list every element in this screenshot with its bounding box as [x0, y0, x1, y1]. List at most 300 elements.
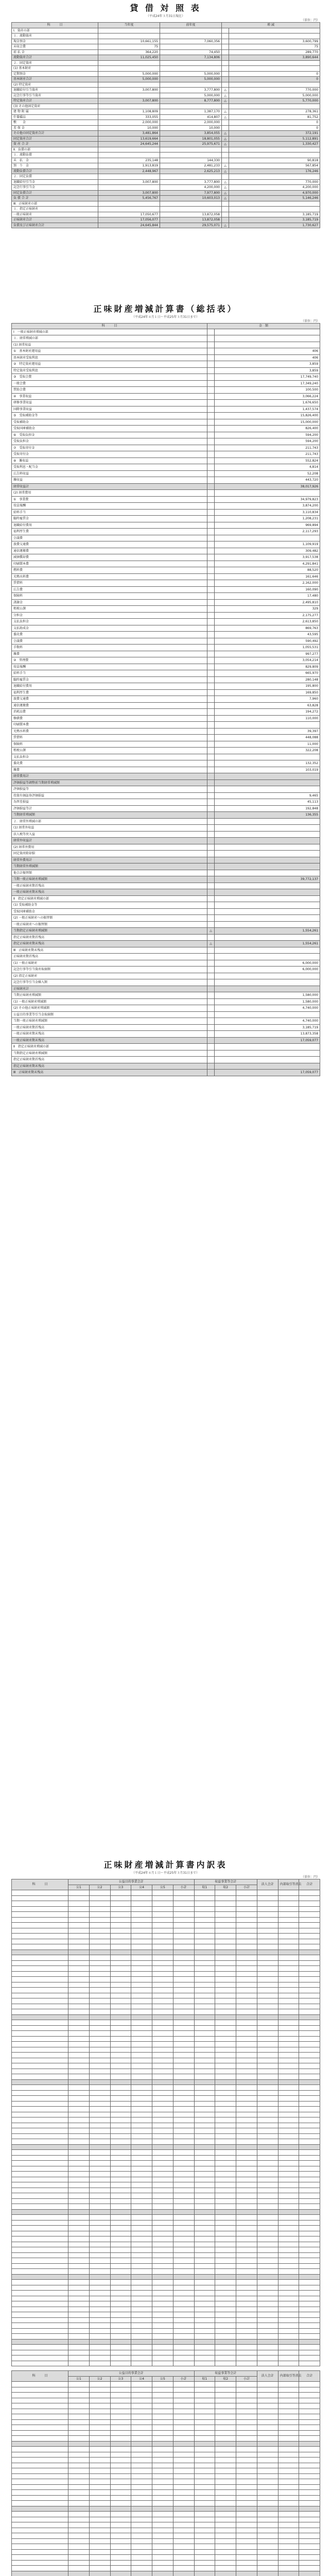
- net-assets-row: [12, 1011, 320, 1018]
- detail-cell: [194, 2123, 215, 2128]
- detail-cell: [131, 2398, 152, 2403]
- detail-cell: [194, 2117, 215, 2123]
- negative-marker: △: [207, 928, 215, 935]
- detail-row: [12, 2090, 320, 2096]
- previous-year-value: 2,481,233: [160, 163, 222, 169]
- detail-cell: [299, 2441, 320, 2447]
- row-label: 臨時雇賃金: [12, 676, 207, 683]
- detail-cell: [278, 2452, 299, 2458]
- detail-cell: [299, 1923, 320, 1928]
- detail-cell: [152, 2350, 173, 2355]
- detail-cell: [152, 2441, 173, 2447]
- detail-cell: [152, 2209, 173, 2215]
- balance-sheet-row: [12, 163, 320, 169]
- detail-cell: [278, 2484, 299, 2490]
- row-label: Ⅱ．負債の部: [12, 147, 98, 152]
- balance-sheet-row: [12, 93, 320, 98]
- detail-cell: [257, 2074, 278, 2080]
- row-label: (2) その他正味財産増減額: [12, 1005, 207, 1012]
- detail-cell: [131, 1993, 152, 1998]
- detail-cell: [89, 2058, 110, 2063]
- negative-marker: △: [222, 190, 229, 196]
- detail-cell: [131, 2144, 152, 2150]
- detail-row: [12, 1993, 320, 1998]
- detail-cell: [89, 2345, 110, 2350]
- detail-cell: [299, 2025, 320, 2031]
- detail-cell: [236, 2166, 257, 2172]
- detail-cell: [110, 2123, 131, 2128]
- negative-marker: [207, 1011, 215, 1018]
- row-label: [12, 2242, 68, 2247]
- detail-cell: [131, 2090, 152, 2096]
- detail-cell: [278, 2430, 299, 2436]
- amount-value: 1,109,919: [215, 541, 320, 548]
- detail-cell: [257, 1890, 278, 1896]
- detail-cell: [89, 2047, 110, 2053]
- detail-row: [12, 2506, 320, 2512]
- detail-cell: [215, 2473, 236, 2479]
- detail-cell: [131, 2522, 152, 2528]
- amount-value: 2,117,293: [215, 529, 320, 535]
- detail-row: [12, 2307, 320, 2312]
- detail-cell: [257, 2042, 278, 2047]
- detail-cell: [131, 2074, 152, 2080]
- row-label: [12, 2123, 68, 2128]
- detail-row: [12, 2312, 320, 2318]
- detail-cell: [173, 2226, 194, 2231]
- detail-cell: [215, 1901, 236, 1907]
- detail-cell: [68, 2387, 90, 2393]
- detail-cell: [194, 2204, 215, 2210]
- detail-row: [12, 1950, 320, 1955]
- detail-cell: [152, 2473, 173, 2479]
- net-assets-table: [11, 323, 320, 1076]
- detail-cell: [131, 2252, 152, 2258]
- detail-cell: [299, 2566, 320, 2571]
- difference-value: 372,191: [229, 131, 320, 137]
- detail-cell: [131, 1988, 152, 1993]
- balance-sheet-row: [12, 196, 320, 201]
- detail-cell: [110, 1912, 131, 1918]
- detail-cell: [173, 1917, 194, 1923]
- detail-cell: [215, 2447, 236, 2452]
- detail-cell: [278, 2403, 299, 2409]
- balance-sheet-row: [12, 136, 320, 142]
- row-label: 現金預金: [12, 39, 98, 44]
- detail-cell: [131, 2096, 152, 2102]
- negative-marker: [207, 554, 215, 561]
- row-label: [12, 2441, 68, 2447]
- net-assets-row: [12, 426, 320, 432]
- net-assets-row: [12, 612, 320, 619]
- detail-cell: [89, 2188, 110, 2193]
- detail-cell: [278, 2090, 299, 2096]
- net-assets-row: [12, 741, 320, 748]
- detail-cell: [173, 1934, 194, 1939]
- detail-row: [12, 2139, 320, 2145]
- detail-cell: [68, 2144, 90, 2150]
- current-year-value: 5,456,767: [98, 196, 160, 201]
- negative-marker: [207, 1044, 215, 1050]
- net-assets-row: [12, 947, 320, 954]
- row-label: 基本財産合計: [12, 77, 98, 82]
- detail-cell: [152, 1977, 173, 1982]
- detail-cell: [236, 2096, 257, 2102]
- detail-row: [12, 2258, 320, 2264]
- detail-cell: [173, 2301, 194, 2307]
- detail-cell: [257, 1950, 278, 1955]
- detail-cell: [173, 2182, 194, 2188]
- detail-cell: [152, 1971, 173, 1977]
- column-subheader: 公5: [152, 2376, 173, 2382]
- row-label: 一般会費: [12, 380, 207, 387]
- balance-sheet-row: [12, 49, 320, 55]
- detail-row: [12, 2188, 320, 2193]
- detail-row: [12, 2209, 320, 2215]
- detail-cell: [278, 2193, 299, 2199]
- detail-cell: [257, 2166, 278, 2172]
- negative-marker: [207, 335, 215, 342]
- row-label: Ⅰ 一般正味財産増減の部: [12, 329, 207, 335]
- negative-marker: [207, 503, 215, 510]
- detail-cell: [68, 2269, 90, 2275]
- net-assets-row: [12, 889, 320, 896]
- difference-value: 81,752: [229, 114, 320, 120]
- detail-cell: [299, 1906, 320, 1912]
- detail-section: [0, 1860, 331, 2576]
- difference-value: [229, 28, 320, 33]
- row-label: [12, 2226, 68, 2231]
- detail-cell: [194, 2085, 215, 2091]
- detail-cell: [173, 1901, 194, 1907]
- detail-cell: [215, 2031, 236, 2037]
- detail-row: [12, 1977, 320, 1982]
- row-label: 敷 金: [12, 120, 98, 126]
- detail-cell: [194, 2042, 215, 2047]
- detail-cell: [152, 2291, 173, 2296]
- detail-cell: [278, 1917, 299, 1923]
- detail-cell: [278, 2133, 299, 2139]
- row-label: (3) その他固定資産: [12, 104, 98, 109]
- detail-cell: [215, 2009, 236, 2015]
- detail-cell: [236, 1993, 257, 1998]
- detail-cell: [257, 2107, 278, 2112]
- detail-cell: [194, 2226, 215, 2231]
- detail-cell: [299, 2139, 320, 2145]
- detail-cell: [215, 1895, 236, 1901]
- detail-cell: [299, 2274, 320, 2280]
- detail-cell: [152, 2549, 173, 2555]
- detail-cell: [257, 2025, 278, 2031]
- net-assets-row: [12, 844, 320, 851]
- detail-cell: [68, 2204, 90, 2210]
- detail-cell: [278, 2166, 299, 2172]
- detail-cell: [68, 2069, 90, 2074]
- net-assets-row: [12, 967, 320, 973]
- detail-cell: [173, 2430, 194, 2436]
- detail-row: [12, 1890, 320, 1896]
- row-label: 受取国庫補助金: [12, 426, 207, 432]
- detail-row: [12, 2409, 320, 2414]
- detail-cell: [299, 1993, 320, 1998]
- negative-marker: [207, 457, 215, 464]
- net-assets-row: [12, 483, 320, 490]
- row-label: (2) 経常費用: [12, 490, 207, 497]
- amount-value: 17,349,240: [215, 380, 320, 387]
- row-label: 諸謝金: [12, 599, 207, 606]
- detail-row: [12, 2517, 320, 2522]
- detail-cell: [278, 1923, 299, 1928]
- detail-cell: [257, 2447, 278, 2452]
- negative-marker: [207, 413, 215, 419]
- detail-cell: [110, 2571, 131, 2576]
- detail-cell: [110, 2544, 131, 2550]
- row-label: 手数料: [12, 645, 207, 651]
- detail-cell: [236, 2571, 257, 2576]
- detail-cell: [68, 2393, 90, 2398]
- detail-cell: [89, 2403, 110, 2409]
- detail-cell: [236, 2447, 257, 2452]
- detail-cell: [68, 2031, 90, 2037]
- row-label: [12, 2409, 68, 2414]
- net-assets-row: [12, 792, 320, 799]
- detail-cell: [68, 2538, 90, 2544]
- column-subheader: 小計: [173, 2376, 194, 2382]
- detail-cell: [236, 2479, 257, 2485]
- detail-cell: [257, 2560, 278, 2566]
- detail-cell: [215, 2296, 236, 2301]
- detail-cell: [194, 2560, 215, 2566]
- detail-cell: [68, 1944, 90, 1950]
- detail-cell: [215, 2566, 236, 2571]
- detail-cell: [194, 2036, 215, 2042]
- detail-cell: [110, 2345, 131, 2350]
- detail-cell: [110, 1960, 131, 1966]
- detail-cell: [131, 2285, 152, 2291]
- detail-cell: [194, 2128, 215, 2134]
- detail-cell: [110, 2430, 131, 2436]
- detail-cell: [194, 2419, 215, 2425]
- row-label: 雑費: [12, 767, 207, 773]
- detail-cell: [215, 1966, 236, 1972]
- detail-cell: [236, 2361, 257, 2366]
- detail-cell: [152, 2252, 173, 2258]
- detail-cell: [152, 2361, 173, 2366]
- detail-cell: [278, 1988, 299, 1993]
- detail-cell: [215, 1917, 236, 1923]
- detail-row: [12, 2436, 320, 2442]
- detail-cell: [68, 2258, 90, 2264]
- detail-cell: [131, 2528, 152, 2533]
- detail-cell: [299, 1966, 320, 1972]
- row-label: [12, 2544, 68, 2550]
- detail-cell: [194, 2172, 215, 2177]
- negative-marker: △: [222, 196, 229, 201]
- detail-cell: [173, 2063, 194, 2069]
- detail-cell: [110, 2280, 131, 2285]
- detail-row: [12, 2069, 320, 2074]
- previous-year-value: 2,625,213: [160, 168, 222, 174]
- detail-cell: [194, 2155, 215, 2161]
- column-header: 前年度: [160, 23, 222, 28]
- detail-cell: [152, 2014, 173, 2020]
- detail-cell: [194, 2020, 215, 2026]
- detail-cell: [194, 2555, 215, 2561]
- current-year-value: 11,025,450: [98, 55, 160, 61]
- detail-cell: [257, 2479, 278, 2485]
- detail-cell: [68, 2463, 90, 2468]
- difference-value: 5,146,246: [229, 196, 320, 201]
- detail-cell: [131, 2307, 152, 2312]
- detail-cell: [110, 2317, 131, 2323]
- detail-row: [12, 1988, 320, 1993]
- row-label: 受取寄付金: [12, 451, 207, 458]
- detail-cell: [236, 2301, 257, 2307]
- row-label: [12, 2291, 68, 2296]
- detail-cell: [215, 2117, 236, 2123]
- detail-cell: [89, 1944, 110, 1950]
- detail-cell: [278, 2107, 299, 2112]
- detail-cell: [68, 1895, 90, 1901]
- row-label: [12, 2285, 68, 2291]
- net-assets-row: [12, 554, 320, 561]
- detail-cell: [173, 2555, 194, 2561]
- amount-value: 329: [215, 606, 320, 613]
- row-label: 当期正味財産増減額: [12, 992, 207, 999]
- difference-value: 5,112,891: [229, 136, 320, 142]
- current-year-value: 3,481,864: [98, 131, 160, 137]
- amount-value: 826,400: [215, 426, 320, 432]
- row-label: [12, 2447, 68, 2452]
- negative-marker: [207, 496, 215, 503]
- detail-cell: [152, 2117, 173, 2123]
- detail-cell: [236, 2252, 257, 2258]
- detail-cell: [110, 2047, 131, 2053]
- detail-cell: [299, 2220, 320, 2226]
- detail-cell: [194, 2258, 215, 2264]
- net-assets-row: [12, 651, 320, 657]
- detail-cell: [194, 2490, 215, 2496]
- detail-cell: [299, 2495, 320, 2501]
- detail-cell: [257, 2323, 278, 2329]
- detail-cell: [131, 2014, 152, 2020]
- net-assets-row: [12, 374, 320, 381]
- detail-cell: [299, 2533, 320, 2539]
- detail-cell: [194, 2549, 215, 2555]
- detail-cell: [131, 2291, 152, 2296]
- detail-cell: [278, 2361, 299, 2366]
- detail-cell: [152, 2036, 173, 2042]
- row-label: 消耗品費: [12, 709, 207, 716]
- negative-marker: [207, 1050, 215, 1057]
- detail-cell: [68, 2090, 90, 2096]
- detail-row: [12, 2053, 320, 2058]
- detail-cell: [236, 2323, 257, 2329]
- current-year-value: 364,220: [98, 49, 160, 55]
- difference-value: 1,730,627: [229, 223, 320, 228]
- detail-row: [12, 1944, 320, 1950]
- difference-value: [229, 174, 320, 180]
- row-label: [12, 2403, 68, 2409]
- row-label: 委託費: [12, 760, 207, 767]
- row-label: [12, 2458, 68, 2463]
- detail-cell: [89, 2117, 110, 2123]
- detail-cell: [215, 2458, 236, 2463]
- detail-cell: [257, 2495, 278, 2501]
- net-assets-row: [12, 541, 320, 548]
- detail-cell: [68, 2398, 90, 2403]
- negative-marker: [207, 367, 215, 374]
- detail-cell: [278, 2506, 299, 2512]
- detail-cell: [299, 2069, 320, 2074]
- detail-cell: [194, 2468, 215, 2474]
- row-label: 他会計振替額: [12, 870, 207, 876]
- difference-value: 4,970,000: [229, 190, 320, 196]
- net-assets-row: [12, 812, 320, 819]
- detail-cell: [257, 2387, 278, 2393]
- amount-value: 1,676,650: [215, 400, 320, 406]
- row-label: 固定資産除却損: [12, 851, 207, 857]
- row-label: [12, 2301, 68, 2307]
- detail-cell: [68, 2182, 90, 2188]
- detail-cell: [278, 2323, 299, 2329]
- amount-value: [215, 1011, 320, 1018]
- negative-marker: △: [222, 109, 229, 115]
- detail-cell: [299, 2463, 320, 2468]
- detail-cell: [131, 2009, 152, 2015]
- row-label: [12, 2247, 68, 2253]
- detail-cell: [89, 2242, 110, 2247]
- detail-cell: [89, 2063, 110, 2069]
- detail-cell: [299, 2382, 320, 2387]
- row-label: ① 基本財産運用益: [12, 348, 207, 355]
- detail-cell: [89, 2128, 110, 2134]
- row-label: [12, 2231, 68, 2236]
- negative-marker: △: [222, 223, 229, 228]
- detail-row: [12, 1917, 320, 1923]
- previous-year-value: 18,801,055: [160, 136, 222, 142]
- detail-cell: [278, 1912, 299, 1918]
- detail-cell: [236, 1988, 257, 1993]
- current-year-value: [98, 93, 160, 98]
- net-assets-row: [12, 432, 320, 438]
- detail-cell: [152, 2447, 173, 2452]
- detail-cell: [173, 2473, 194, 2479]
- row-label: 国際事業収益: [12, 406, 207, 413]
- net-assets-row: [12, 973, 320, 979]
- detail-cell: [131, 2123, 152, 2128]
- detail-cell: [110, 2166, 131, 2172]
- detail-cell: [152, 1912, 173, 1918]
- detail-cell: [68, 2117, 90, 2123]
- detail-cell: [152, 1906, 173, 1912]
- detail-cell: [215, 2355, 236, 2361]
- detail-row: [12, 2355, 320, 2361]
- detail-row: [12, 1998, 320, 2004]
- net-assets-row: [12, 548, 320, 554]
- detail-cell: [173, 1960, 194, 1966]
- detail-cell: [68, 2571, 90, 2576]
- net-assets-row: [12, 934, 320, 941]
- amount-value: [215, 908, 320, 915]
- detail-cell: [173, 2280, 194, 2285]
- detail-cell: [278, 2004, 299, 2009]
- detail-cell: [89, 2430, 110, 2436]
- detail-cell: [131, 2193, 152, 2199]
- detail-cell: [215, 1977, 236, 1982]
- detail-cell: [131, 2269, 152, 2275]
- detail-cell: [278, 2566, 299, 2571]
